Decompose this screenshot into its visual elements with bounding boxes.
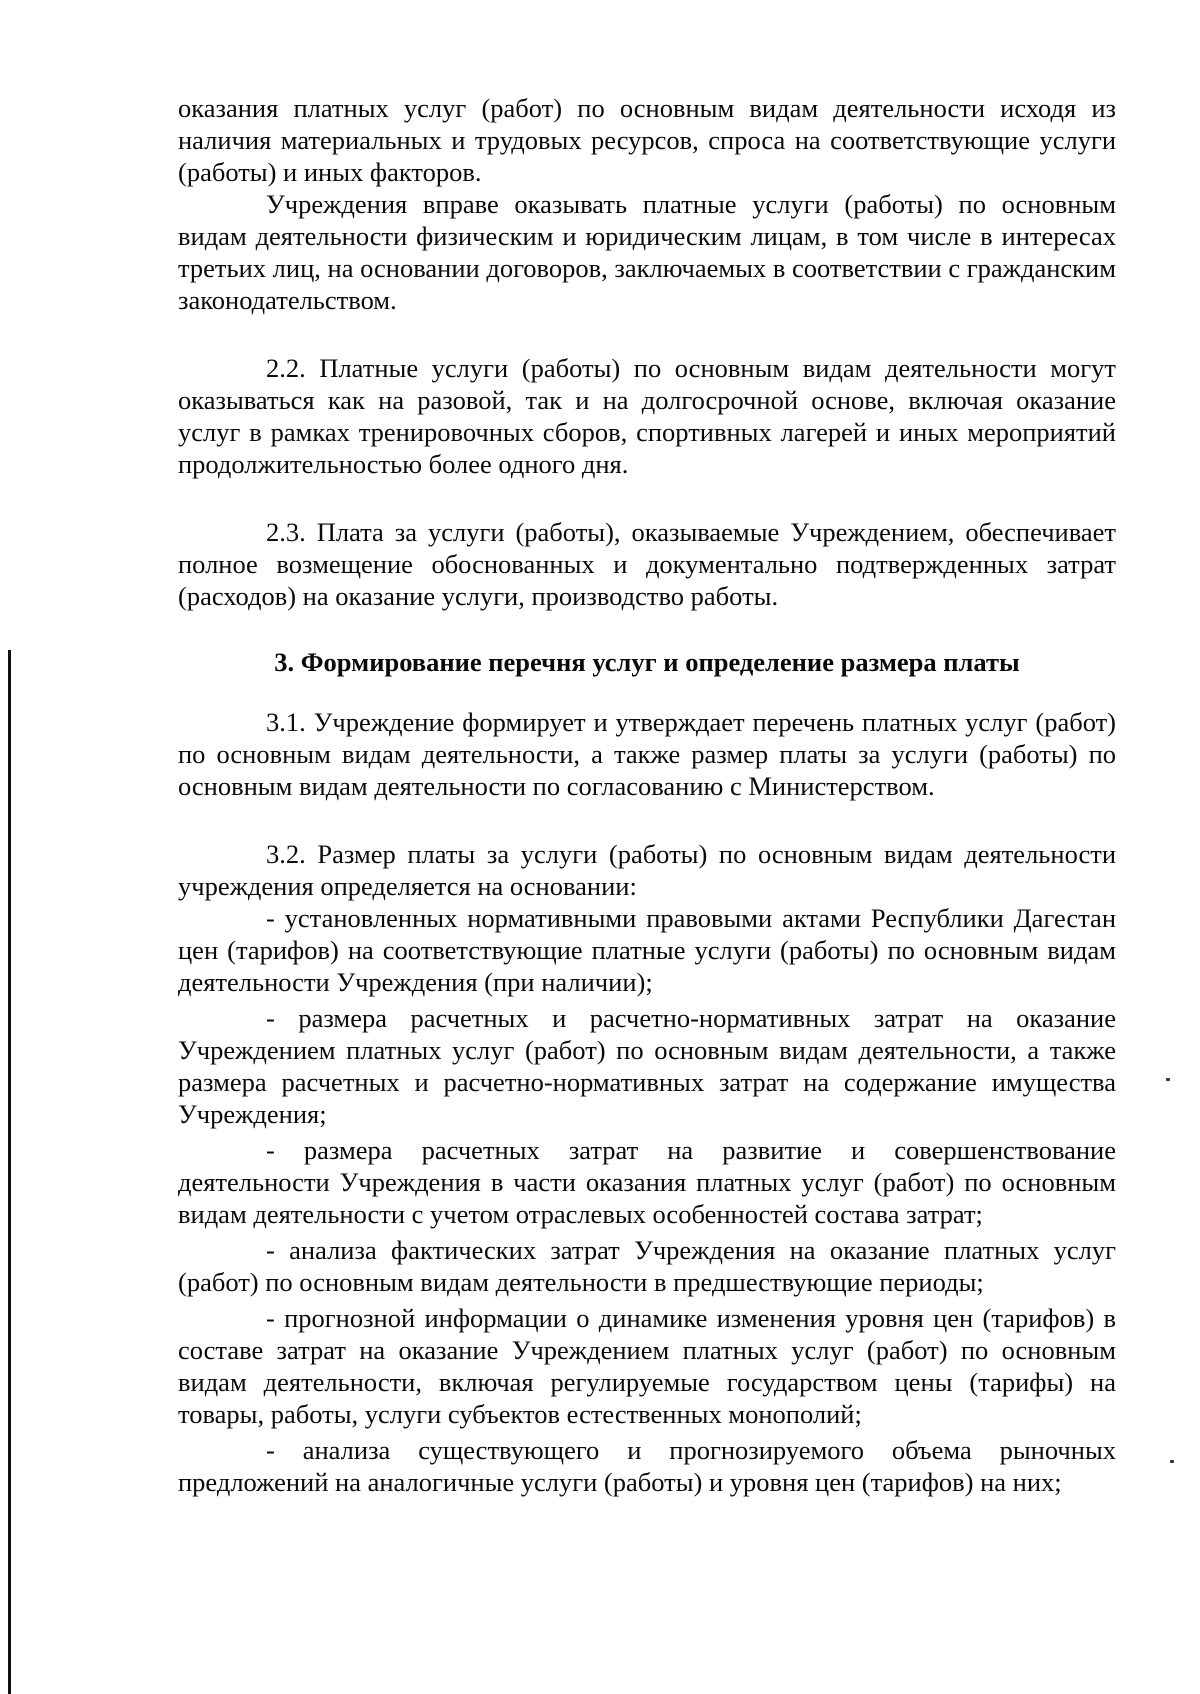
list-item-market-analysis: - анализа существующего и прогнозируемого объема рыночных предложений на аналогичные услуги (работы) и уровня цен (тарифов) на них; (178, 1435, 1116, 1497)
scan-margin-line (8, 650, 11, 1694)
scan-speck (1166, 1078, 1170, 1081)
list-item-actual-costs: - анализа фактических затрат Учреждения на оказание платных услуг (работ) по основным видам деятельности в предшествующие периоды; (178, 1235, 1116, 1297)
paragraph-2-3: 2.3. Плата за услуги (работы), оказываемые Учреждением, обеспечивает полное возмещение обоснованных и документально подтвержденных затрат (расходов) на оказание услуги, производство работы. (178, 517, 1116, 611)
section-3-heading: 3. Формирование перечня услуг и определение размера платы (274, 647, 1020, 677)
paragraph-institution-rights: Учреждения вправе оказывать платные услуги (работы) по основным видам деятельности физическим и юридическим лицам, в том числе в интересах третьих лиц, на основании договоров, заключаемых в соответствии с гражданским законодательством. (178, 189, 1116, 315)
paragraph-3-1: 3.1. Учреждение формирует и утверждает перечень платных услуг (работ) по основным видам деятельности, а также размер платы за услуги (работы) по основным видам деятельности по согласованию с Министерством. (178, 707, 1116, 801)
list-item-price-forecast: - прогнозной информации о динамике изменения уровня цен (тарифов) в составе затрат на оказание Учреждением платных услуг (работ) по основным видам деятельности, включая регулируемые государством цены (тарифы) на товары, работы, услуги субъектов естественных монополий; (178, 1303, 1116, 1429)
paragraph-continuation: оказания платных услуг (работ) по основным видам деятельности исходя из наличия материальных и трудовых ресурсов, спроса на соответствующие услуги (работы) и иных факторов. (178, 93, 1116, 187)
list-item-normative-costs: - размера расчетных и расчетно-нормативных затрат на оказание Учреждением платных услуг (работ) по основным видам деятельности, а также размера расчетных и расчетно-нормативных затрат на содержание имущества Учреждения; (178, 1003, 1116, 1129)
paragraph-2-2: 2.2. Платные услуги (работы) по основным видам деятельности могут оказываться как на разовой, так и на долгосрочной основе, включая оказание услуг в рамках тренировочных сборов, спортивных лагерей и иных мероприятий продолжительностью более одного дня. (178, 353, 1116, 479)
list-item-tariffs: - установленных нормативными правовыми актами Республики Дагестан цен (тарифов) на соответствующие платные услуги (работы) по основным видам деятельности Учреждения (при наличии); (178, 903, 1116, 997)
paragraph-3-2: 3.2. Размер платы за услуги (работы) по основным видам деятельности учреждения определяется на основании: (178, 839, 1116, 901)
list-item-development-costs: - размера расчетных затрат на развитие и совершенствование деятельности Учреждения в части оказания платных услуг (работ) по основным видам деятельности с учетом отраслевых особенностей состава затрат; (178, 1135, 1116, 1229)
scan-speck (1170, 1460, 1174, 1463)
document-body (178, 92, 1116, 1498)
